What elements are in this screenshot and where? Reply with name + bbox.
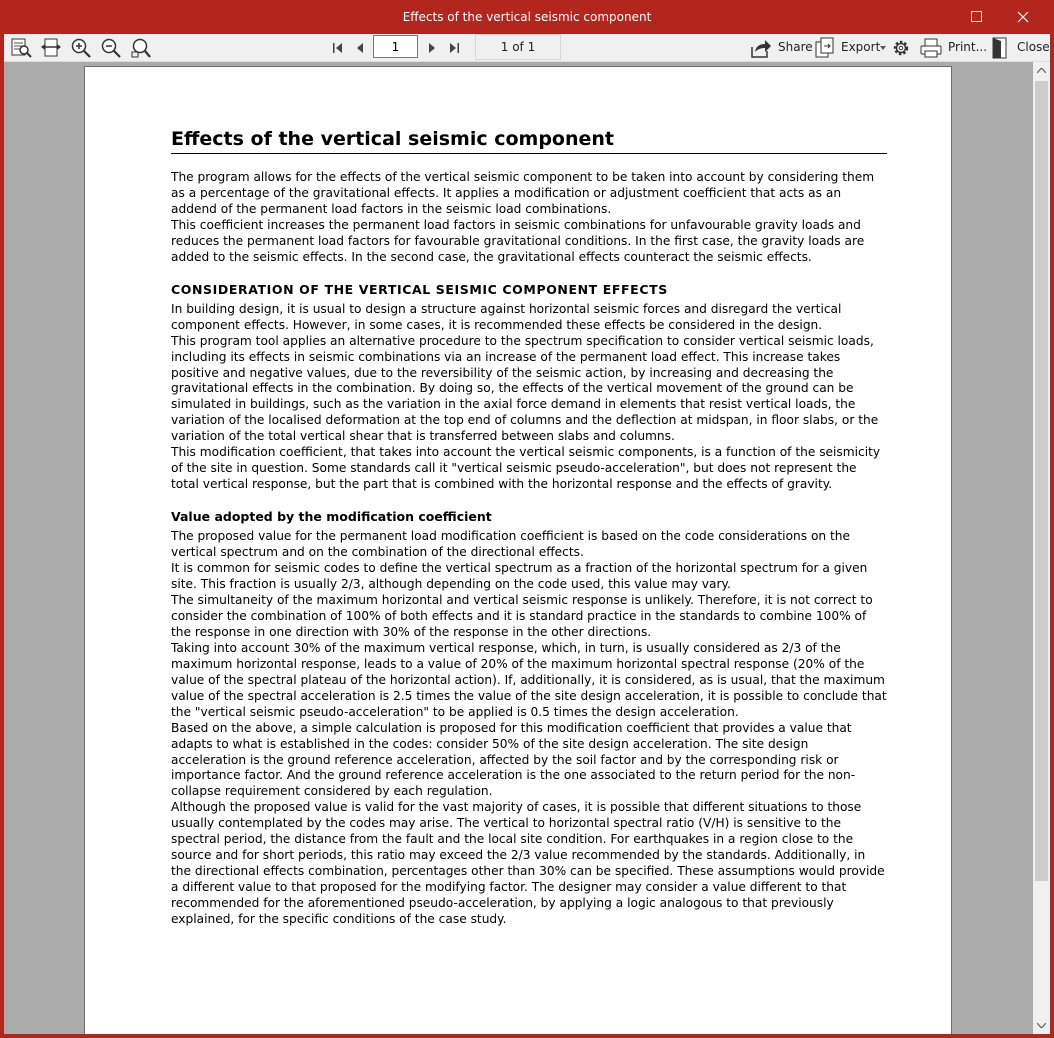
maximize-icon [971,11,983,23]
gear-icon [890,37,912,59]
section-heading: CONSIDERATION OF THE VERTICAL SEISMIC COMPONENT EFFECTS [171,281,668,297]
share-icon [750,37,772,59]
scroll-up-button[interactable] [1033,62,1050,79]
intro-paragraph: The program allows for the effects of the vertical seismic component to be taken into account by considering them as a percentage of the gravitational effects. It applies a modification or adjustment coefficient that acts as an addend of the permanent load factors in the seismic load combinations. [171,170,875,216]
export-label: Export [841,40,881,54]
share-button[interactable] [750,36,813,60]
settings-button[interactable] [890,36,916,60]
chevron-down-icon [1037,1023,1046,1028]
window-title: Effects of the vertical seismic component [402,10,652,24]
door-exit-icon [990,37,1012,59]
last-page-icon [448,42,460,54]
first-page-button[interactable] [329,38,347,58]
window-frame-bottom [0,1034,1054,1038]
scroll-thumb[interactable] [1035,81,1048,881]
scroll-down-button[interactable] [1033,1017,1050,1034]
fit-page-button[interactable] [8,36,34,60]
previous-page-icon [354,42,366,54]
share-label: Share [778,40,813,54]
section-paragraph: Taking into account 30% of the maximum vertical response, which, in turn, is usually considered as 2/3 of the maximum horizontal response, leads to a value of 20% of the maximum horizontal spectral response (20% of the value of the spectral plateau of the horizontal action). If, additionally, it is considered, as is usual, that the maximum value of the spectral acceleration is 2.5 times the value of the site design acceleration, it is possible to conclude that the "vertical seismic pseudo-acceleration" to be applied is 0.5 times the design acceleration. [171,640,887,719]
chevron-down-icon [880,46,886,50]
document-viewport[interactable] [4,62,1033,1034]
vertical-scrollbar[interactable] [1033,62,1050,1034]
section-paragraph: It is common for seismic codes to define the vertical spectrum as a fraction of the horizontal spectrum for a given site. This fraction is usually 2/3, although depending on the code used, this value may vary. [171,561,868,592]
section-paragraph: In building design, it is usual to design a structure against horizontal seismic forces and disregard the vertical component effects. However, in some cases, it is recommended these effects be considered in the design. [171,301,842,332]
zoom-in-button[interactable] [68,36,94,60]
section-paragraph: The proposed value for the permanent load modification coefficient is based on the code considerations on the vertical spectrum and on the combination of the directional effects. [171,529,851,560]
document-page [84,66,952,1034]
page-number-input[interactable] [373,35,418,58]
last-page-button[interactable] [445,38,463,58]
section-paragraph: This program tool applies an alternative procedure to the spectrum specification to consider vertical seismic loads, including its effects in seismic combinations via an increase of the permanent load effect. This increase takes positive and negative values, due to the reversibility of the seismic action, by increasing and decreasing the gravitational effects in the combination. By doing so, the effects of the vertical movement of the ground can be simulated in buildings, such as the variation in the axial force demand in elements that resist vertical loads, the variation of the localised deformation at the top end of columns and the deflection at midspan, in floor slabs, or the variation of the total vertical shear that is transferred between slabs and columns. [171,333,879,444]
print-button[interactable] [920,36,986,60]
close-label: Close [1017,40,1050,54]
zoom-out-button[interactable] [98,36,124,60]
export-icon [814,37,836,59]
page-count: 1 of 1 [475,34,561,60]
zoom-in-icon [70,37,92,59]
close-button[interactable] [990,36,1050,60]
section-paragraph: This modification coefficient, that takes into account the vertical seismic components, is a function of the seismicity of the site in question. Some standards call it "vertical seismic pseudo-acceleration", but does not represent the total vertical response, but the part that is combined with the horizontal response and the effects of gravity. [171,445,881,492]
next-page-button[interactable] [423,38,441,58]
zoom-actual-icon [130,37,152,59]
previous-page-button[interactable] [351,38,369,58]
section-heading: Value adopted by the modification coefficient [171,509,492,525]
printer-icon [920,37,942,59]
zoom-actual-size-button[interactable] [128,36,154,60]
document-title: Effects of the vertical seismic component [171,127,887,154]
fit-width-button[interactable] [38,36,64,60]
export-button[interactable] [814,36,886,60]
chevron-up-icon [1037,68,1046,73]
print-label: Print... [948,40,988,54]
section-paragraph: The simultaneity of the maximum horizontal and vertical seismic response is unlikely. Therefore, it is not correct to consider the combination of 100% of both effects and it is standard practice in the standards to combine 100% of the response in one direction with 30% of the response in the other directions. [171,592,873,639]
zoom-out-icon [100,37,122,59]
document-content [171,127,887,928]
section-paragraph: Although the proposed value is valid for the vast majority of cases, it is possible that different situations to those usually contemplated by the codes may arise. The vertical to horizontal spectral ratio (V/H) is sensitive to the spectral period, the distance from the fault and the local site condition. For earthquakes in a region close to the source and for short periods, this ratio may exceed the 2/3 value recommended by the standards. Additionally, in the directional effects combination, percentages other than 30% can be specified. These assumptions would provide a different value to that proposed for the modifying factor. The designer may consider a value different to that recommended for the aforementioned pseudo-acceleration, by applying a logic analogous to that previously explained, for the specific conditions of the case study. [171,800,885,927]
fit-page-icon [10,37,32,59]
window-close-button[interactable] [1000,0,1046,34]
close-icon [1017,11,1029,23]
section-paragraph: Based on the above, a simple calculation is proposed for this modification coefficient that provides a value that adapts to what is established in the codes: consider 50% of the site design acceleration. The site design acceleration is the ground reference acceleration, affected by the soil factor and by the corresponding risk or importance factor. And the ground reference acceleration is the one associated to the return period for the non-collapse requirement considered by each regulation. [171,720,856,799]
maximize-button[interactable] [954,0,1000,34]
title-bar [0,0,1054,34]
intro-paragraph: This coefficient increases the permanent load factors in seismic combinations for unfavourable gravity loads and reduces the permanent load factors for favourable gravitational conditions. In the first case, the gravity loads are added to the seismic effects. In the second case, the gravitational effects counteract the seismic effects. [171,217,865,264]
first-page-icon [332,42,344,54]
fit-width-icon [40,37,62,59]
next-page-icon [426,42,438,54]
toolbar [4,34,1050,62]
